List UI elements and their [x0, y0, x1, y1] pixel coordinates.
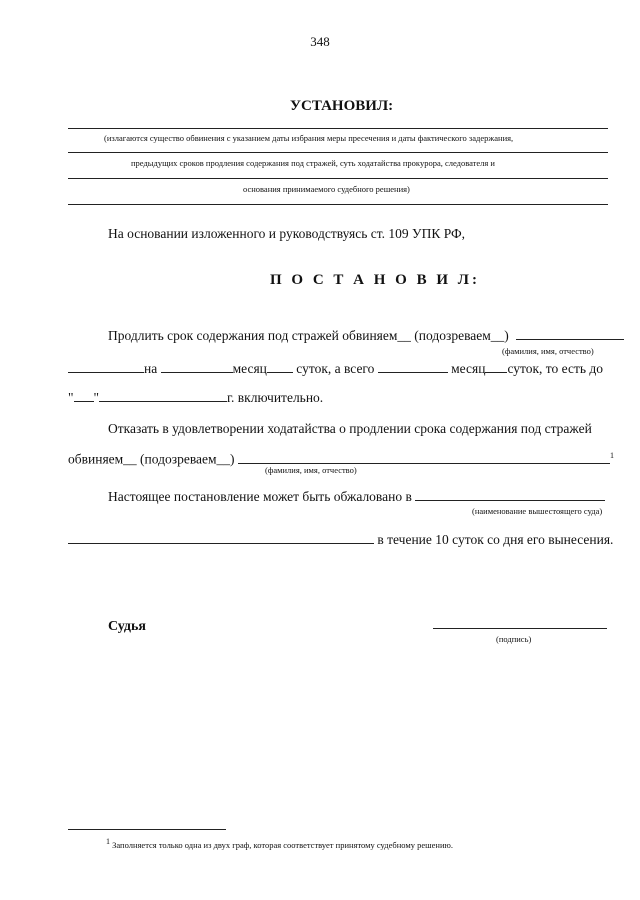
blank-field[interactable]	[267, 361, 293, 373]
date-blank[interactable]	[99, 390, 227, 402]
fio-hint: (фамилия, имя, отчество)	[502, 346, 594, 356]
footnote-separator	[68, 829, 226, 830]
fio-hint: (фамилия, имя, отчество)	[265, 465, 357, 475]
footnote-mark: 1	[106, 837, 110, 846]
appeal-line	[108, 489, 605, 505]
blank-line	[68, 204, 608, 205]
fio-blank[interactable]	[238, 452, 610, 464]
heading-postanovil: П О С Т А Н О В И Л:	[270, 272, 480, 288]
appeal-text: Настоящее постановление может быть обжаловано в	[108, 489, 412, 504]
refuse-text: обвиняем__ (подозреваем__)	[68, 451, 235, 467]
signature-hint: (подпись)	[496, 634, 532, 644]
day-blank[interactable]	[74, 390, 94, 402]
label-mesyats: месяц	[232, 361, 267, 376]
footnote-ref: 1	[609, 451, 614, 460]
hint-text: основания принимаемого судебного решения)	[243, 184, 410, 194]
extend-text: Продлить срок содержания под стражей обвиняем__ (подозреваем__)	[108, 328, 509, 343]
refuse-line-1: Отказать в удовлетворении ходатайства о продлении срока содержания под стражей	[108, 421, 592, 436]
extend-line-3	[68, 390, 323, 406]
blank-field[interactable]	[161, 361, 233, 373]
extend-line-1	[108, 328, 624, 344]
basis-text: На основании изложенного и руководствуясь ст. 109 УПК РФ,	[108, 226, 466, 241]
blank-field[interactable]	[68, 361, 144, 373]
blank-field[interactable]	[68, 532, 374, 544]
blank-field[interactable]	[378, 361, 448, 373]
footnote-text: Заполняется только одна из двух граф, которая соответствует принятому судебному решению.	[112, 839, 453, 850]
blank-line	[68, 128, 608, 129]
label-vklyuchitelno: г. включительно.	[227, 390, 324, 405]
blank-line	[68, 178, 608, 179]
hint-text: предыдущих сроков продления содержания под стражей, суть ходатайства прокурора, следователя и	[131, 158, 495, 168]
judge-label: Судья	[108, 619, 146, 634]
label-mesyats-2: месяц	[451, 361, 486, 376]
quote-close: "	[93, 390, 100, 405]
court-blank[interactable]	[415, 489, 605, 501]
heading-ustanovil: УСТАНОВИЛ:	[290, 98, 394, 114]
label-sutok-to-est: суток, то есть до	[507, 361, 604, 376]
footnote	[106, 837, 453, 850]
signature-line[interactable]	[433, 628, 607, 629]
extend-line-2	[68, 361, 603, 377]
hint-text: (излагаются существо обвинения с указанием даты избрания меры пресечения и даты фактического задержания,	[104, 133, 514, 143]
blank-field[interactable]	[485, 361, 507, 373]
quote-open: "	[68, 390, 74, 405]
court-hint: (наименование вышестоящего суда)	[472, 506, 603, 516]
appeal-term-text: в течение 10 суток со дня его вынесения.	[377, 532, 614, 547]
label-sutok-a-vsego: суток, а всего	[296, 361, 375, 376]
blank-line	[68, 152, 608, 153]
fio-blank[interactable]	[516, 328, 624, 340]
page-number: 348	[310, 34, 330, 49]
appeal-term-line	[68, 532, 613, 548]
label-na: на	[144, 361, 158, 376]
